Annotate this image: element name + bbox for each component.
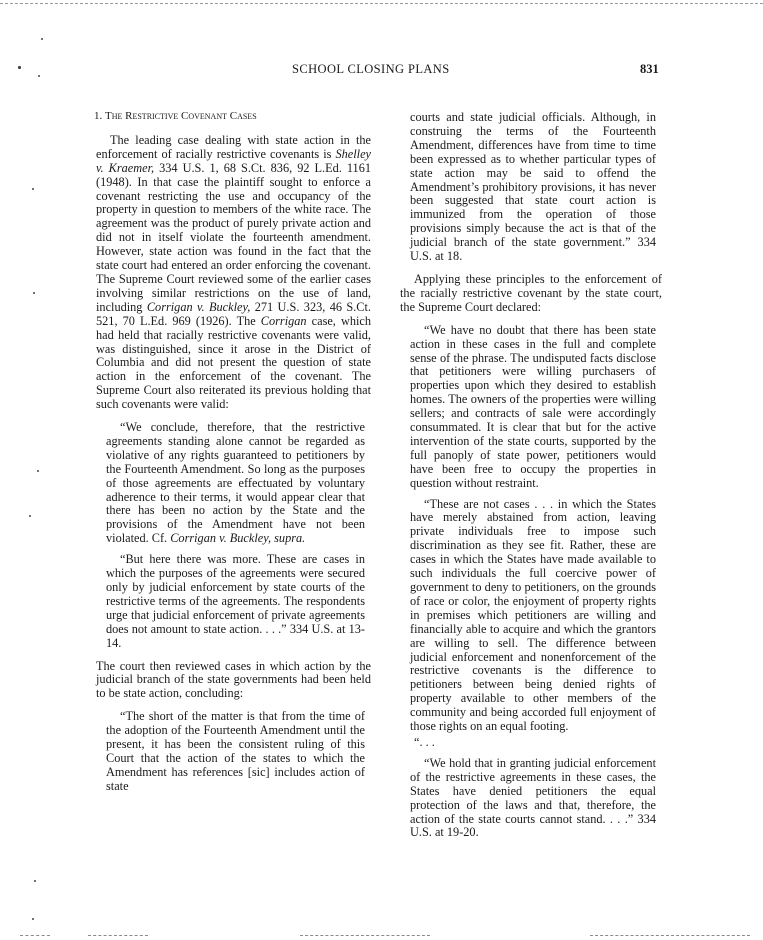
scan-speck xyxy=(29,515,31,517)
text-run: 271 U.S. 323, 46 S.Ct. 521, 70 L.Ed. 969 (1926). The xyxy=(96,299,371,328)
section-heading xyxy=(94,110,371,124)
paragraph: The court then reviewed cases in which action by the judicial branch of the state governments had been held to be state action, concluding: xyxy=(96,658,371,701)
scan-bottom-edge xyxy=(20,935,50,936)
case-name: Shelley v. Kraemer, xyxy=(96,146,371,175)
text-run: The leading case dealing with state action in the enforcement of racially restrictive covenants is xyxy=(96,132,371,161)
scan-top-edge xyxy=(0,3,763,4)
case-name: Corrigan v. Buckley, supra. xyxy=(170,531,306,546)
paragraph-shelley xyxy=(96,134,371,412)
running-head: SCHOOL CLOSING PLANS xyxy=(292,62,450,76)
scan-bottom-edge xyxy=(300,935,430,936)
scan-bottom-edge xyxy=(590,935,750,936)
block-quote-continued: courts and state judicial officials. Although, in construing the terms of the Fourteenth Amendment, differences have from time to time been expressed as to whether particular types of state action may be said to offend the Amendment’s prohibitory provisions, it has never been suggested that state court action is immunized from the operation of those provisions simply because the act is that of the judicial branch of the state government.” 334 U.S. at 18. xyxy=(410,110,656,264)
case-name: Corrigan v. Buckley, xyxy=(146,299,251,314)
scan-speck xyxy=(37,470,39,472)
right-column xyxy=(400,111,662,840)
scan-speck xyxy=(41,38,43,40)
case-name: Corrigan xyxy=(260,313,307,328)
quote-ellipsis: “. . . xyxy=(414,734,435,749)
text-run: case, which had held that racially restrictive covenants were valid, was distinguished, since it arose in the District of Columbia and did not present the question of state action in the enforcement of the covenant. The Supreme Court also reiterated its previous holding that such covenants were valid: xyxy=(96,313,372,412)
scan-speck xyxy=(38,75,40,77)
left-column xyxy=(96,110,371,794)
section-number: 1. xyxy=(94,110,105,122)
page-header xyxy=(0,62,763,78)
scan-speck xyxy=(32,918,34,920)
scan-speck xyxy=(34,880,36,882)
text-run: 334 U.S. 1, 68 S.Ct. 836, 92 L.Ed. 1161 (1948). In that case the plaintiff sought to enforce a covenant restricting the use and occupancy of the property in question to members of the white race. The agreement was the product of purely private action and did not in itself violate the fourteenth amendment. However, state action was found in the fact that the state court had entered an order enforcing the covenant. The Supreme Court reviewed some of the earlier cases involving similar restrictions on the use of land, including xyxy=(96,160,371,314)
text-run: “We conclude, therefore, that the restrictive agreements standing alone cannot be regarded as violative of any rights guaranteed to petitioners by the Fourteenth Amendment. So long as the purposes of those agreements are effectuated by voluntary adherence to their terms, it would appear clear that there has been no action by the State and the provisions of the Amendment have not been violated. Cf. xyxy=(106,420,365,546)
scan-bottom-edge xyxy=(88,935,148,936)
section-title: The Restrictive Covenant Cases xyxy=(105,110,257,122)
block-quote xyxy=(106,421,365,546)
paragraph: Applying these principles to the enforcement of the racially restrictive covenant by the state court, the Supreme Court declared: xyxy=(400,271,662,314)
scan-speck xyxy=(18,66,21,69)
scan-speck xyxy=(32,188,34,190)
scan-speck xyxy=(33,292,35,294)
block-quote: “We hold that in granting judicial enforcement of the restrictive agreements in these cases, the States have denied petitioners the equal protection of the laws and that, therefore, the action of the state courts cannot stand. . . .” 334 U.S. at 19-20. xyxy=(410,755,656,840)
block-quote: “We have no doubt that there has been state action in these cases in the full and complete sense of the phrase. The undisputed facts disclose that petitioners were willing purchasers of properties upon which they desired to establish homes. The owners of the properties were willing sellers; and contracts of sale were accordingly consummated. It is clear that but for the active intervention of the state courts, supported by the full panoply of state power, petitioners would have been free to occupy the properties in question without restraint. xyxy=(410,322,656,490)
block-quote: “These are not cases . . . in which the States have merely abstained from action, leaving private individuals free to impose such discrimination as they see fit. Rather, these are cases in which the States have made available to such individuals the full coercive power of government to deny to petitioners, on the grounds of race or color, the enjoyment of property rights in premises which petitioners are willing and financially able to acquire and which the grantors are willing to sell. The difference between judicial enforcement and nonenforcement of the restrictive covenants is the difference to petitioners between being denied rights of property available to other members of the community and being accorded full enjoyment of those rights on an equal footing. xyxy=(410,496,656,734)
block-quote: “But here there was more. These are cases in which the purposes of the agreements were secured only by judicial enforcement by state courts of the restrictive terms of the agreements. The respondents urge that judicial enforcement of private agreements does not amount to state action. . . .” 334 U.S. at 13-14. xyxy=(106,552,365,650)
page-number: 831 xyxy=(640,62,659,76)
block-quote: “The short of the matter is that from the time of the adoption of the Fourteenth Amendment until the present, it has been the consistent ruling of this Court that the action of the states to which the Amendment has references [sic] includes action of state xyxy=(106,709,365,793)
